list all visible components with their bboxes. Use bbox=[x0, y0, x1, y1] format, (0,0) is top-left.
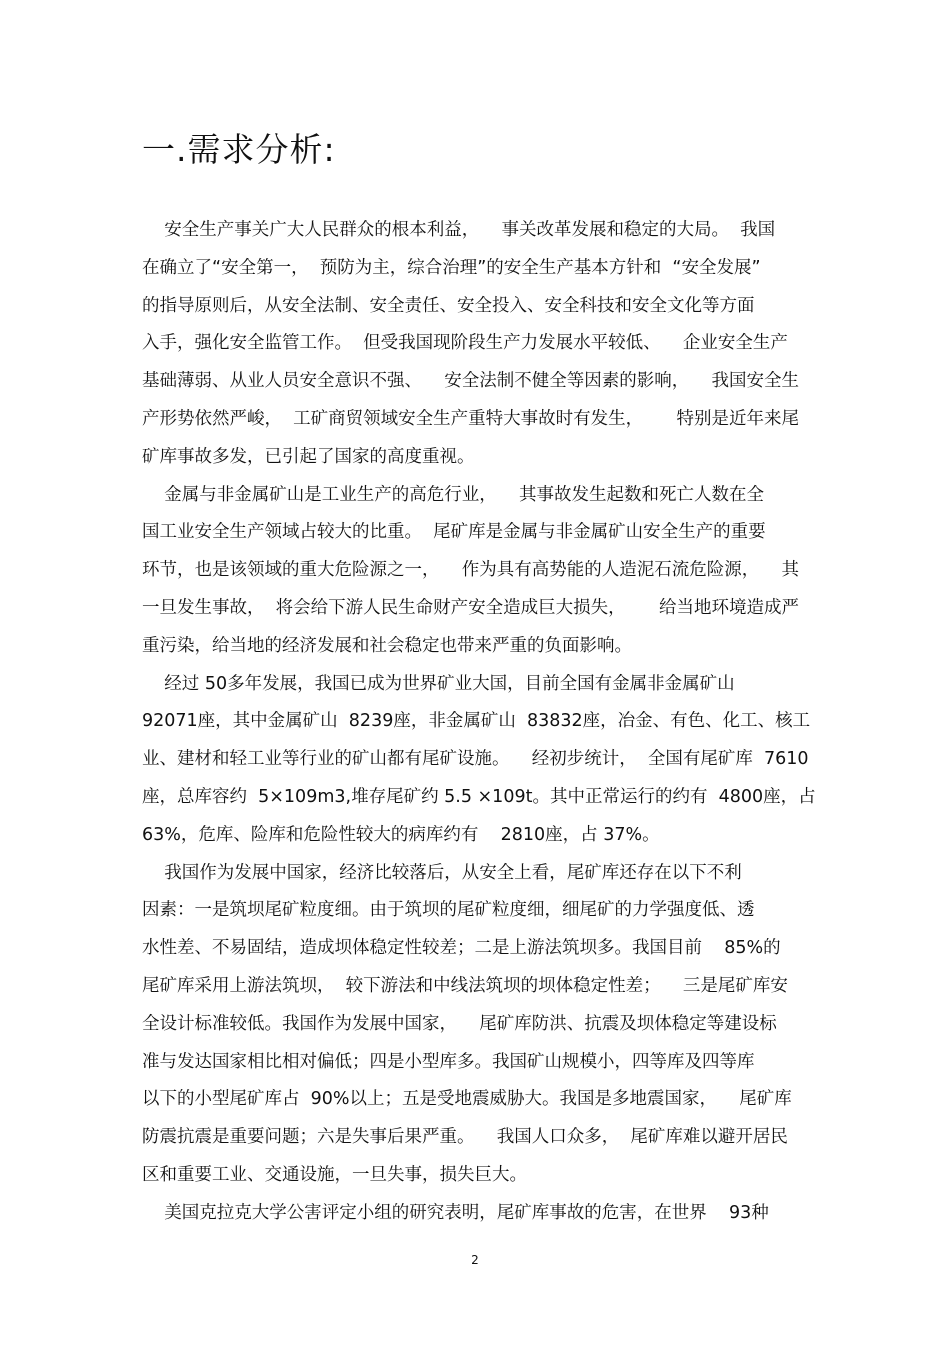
text-line: 入手，强化安全监管工作。 但受我国现阶段生产力发展水平较低、 企业安全生产 bbox=[142, 333, 788, 354]
text-line: 重污染，给当地的经济发展和社会稳定也带来严重的负面影响。 bbox=[142, 635, 632, 656]
text-line: 产形势依然严峻， 工矿商贸领域安全生产重特大事故时有发生， 特别是近年来尾 bbox=[142, 408, 799, 429]
text-line: 63%，危库、险库和危险性较大的病库约有 2810座，占 37%。 bbox=[142, 824, 660, 845]
text-line: 环节，也是该领域的重大危险源之一， 作为具有高势能的人造泥石流危险源， 其 bbox=[142, 560, 799, 581]
text-line: 92071座，其中金属矿山 8239座，非金属矿山 83832座，冶金、有色、化工、核工 bbox=[142, 711, 811, 732]
text-line: 一旦发生事故， 将会给下游人民生命财产安全造成巨大损失， 给当地环境造成严 bbox=[142, 597, 799, 618]
text-line: 基础薄弱、从业人员安全意识不强、 安全法制不健全等因素的影响， 我国安全生 bbox=[142, 371, 799, 392]
text-line: 矿库事故多发，已引起了国家的高度重视。 bbox=[142, 446, 475, 467]
text-line: 全设计标准较低。我国作为发展中国家， 尾矿库防洪、抗震及坝体稳定等建设标 bbox=[142, 1013, 777, 1034]
text-line: 金属与非金属矿山是工业生产的高危行业， 其事故发生起数和死亡人数在全 bbox=[142, 484, 764, 505]
text-line: 美国克拉克大学公害评定小组的研究表明，尾矿库事故的危害，在世界 93种 bbox=[142, 1202, 769, 1223]
section-heading: 一.需求分析: bbox=[142, 130, 336, 169]
text-line: 在确立了“安全第一， 预防为主，综合治理”的安全生产基本方针和 “安全发展” bbox=[142, 257, 761, 278]
text-line: 区和重要工业、交通设施，一旦失事，损失巨大。 bbox=[142, 1164, 527, 1185]
text-line: 座，总库容约 5×109m3,堆存尾矿约 5.5 ×109t。其中正常运行的约有 4800座，占 bbox=[142, 786, 816, 807]
body-text bbox=[142, 212, 822, 1233]
text-line: 我国作为发展中国家，经济比较落后，从安全上看，尾矿库还存在以下不利 bbox=[142, 862, 742, 883]
text-line: 尾矿库采用上游法筑坝， 较下游法和中线法筑坝的坝体稳定性差； 三是尾矿库安 bbox=[142, 975, 788, 996]
text-line: 因素：一是筑坝尾矿粒度细。由于筑坝的尾矿粒度细，细尾矿的力学强度低、透 bbox=[142, 900, 755, 921]
text-line: 水性差、不易固结，造成坝体稳定性较差；二是上游法筑坝多。我国目前 85%的 bbox=[142, 938, 781, 959]
text-line: 业、建材和轻工业等行业的矿山都有尾矿设施。 经初步统计， 全国有尾矿库 7610 bbox=[142, 749, 809, 770]
text-line: 的指导原则后，从安全法制、安全责任、安全投入、安全科技和安全文化等方面 bbox=[142, 295, 755, 316]
text-line: 国工业安全生产领域占较大的比重。 尾矿库是金属与非金属矿山安全生产的重要 bbox=[142, 522, 766, 543]
text-line: 安全生产事关广大人民群众的根本利益， 事关改革发展和稳定的大局。 我国 bbox=[142, 220, 776, 240]
text-line: 准与发达国家相比相对偏低；四是小型库多。我国矿山规模小，四等库及四等库 bbox=[142, 1051, 755, 1072]
page-number: 2 bbox=[471, 1253, 479, 1267]
text-line: 防震抗震是重要问题；六是失事后果严重。 我国人口众多， 尾矿库难以避开居民 bbox=[142, 1127, 788, 1148]
text-line: 以下的小型尾矿库占 90%以上；五是受地震威胁大。我国是多地震国家， 尾矿库 bbox=[142, 1089, 792, 1110]
text-line: 经过 50多年发展，我国已成为世界矿业大国，目前全国有金属非金属矿山 bbox=[142, 673, 735, 694]
